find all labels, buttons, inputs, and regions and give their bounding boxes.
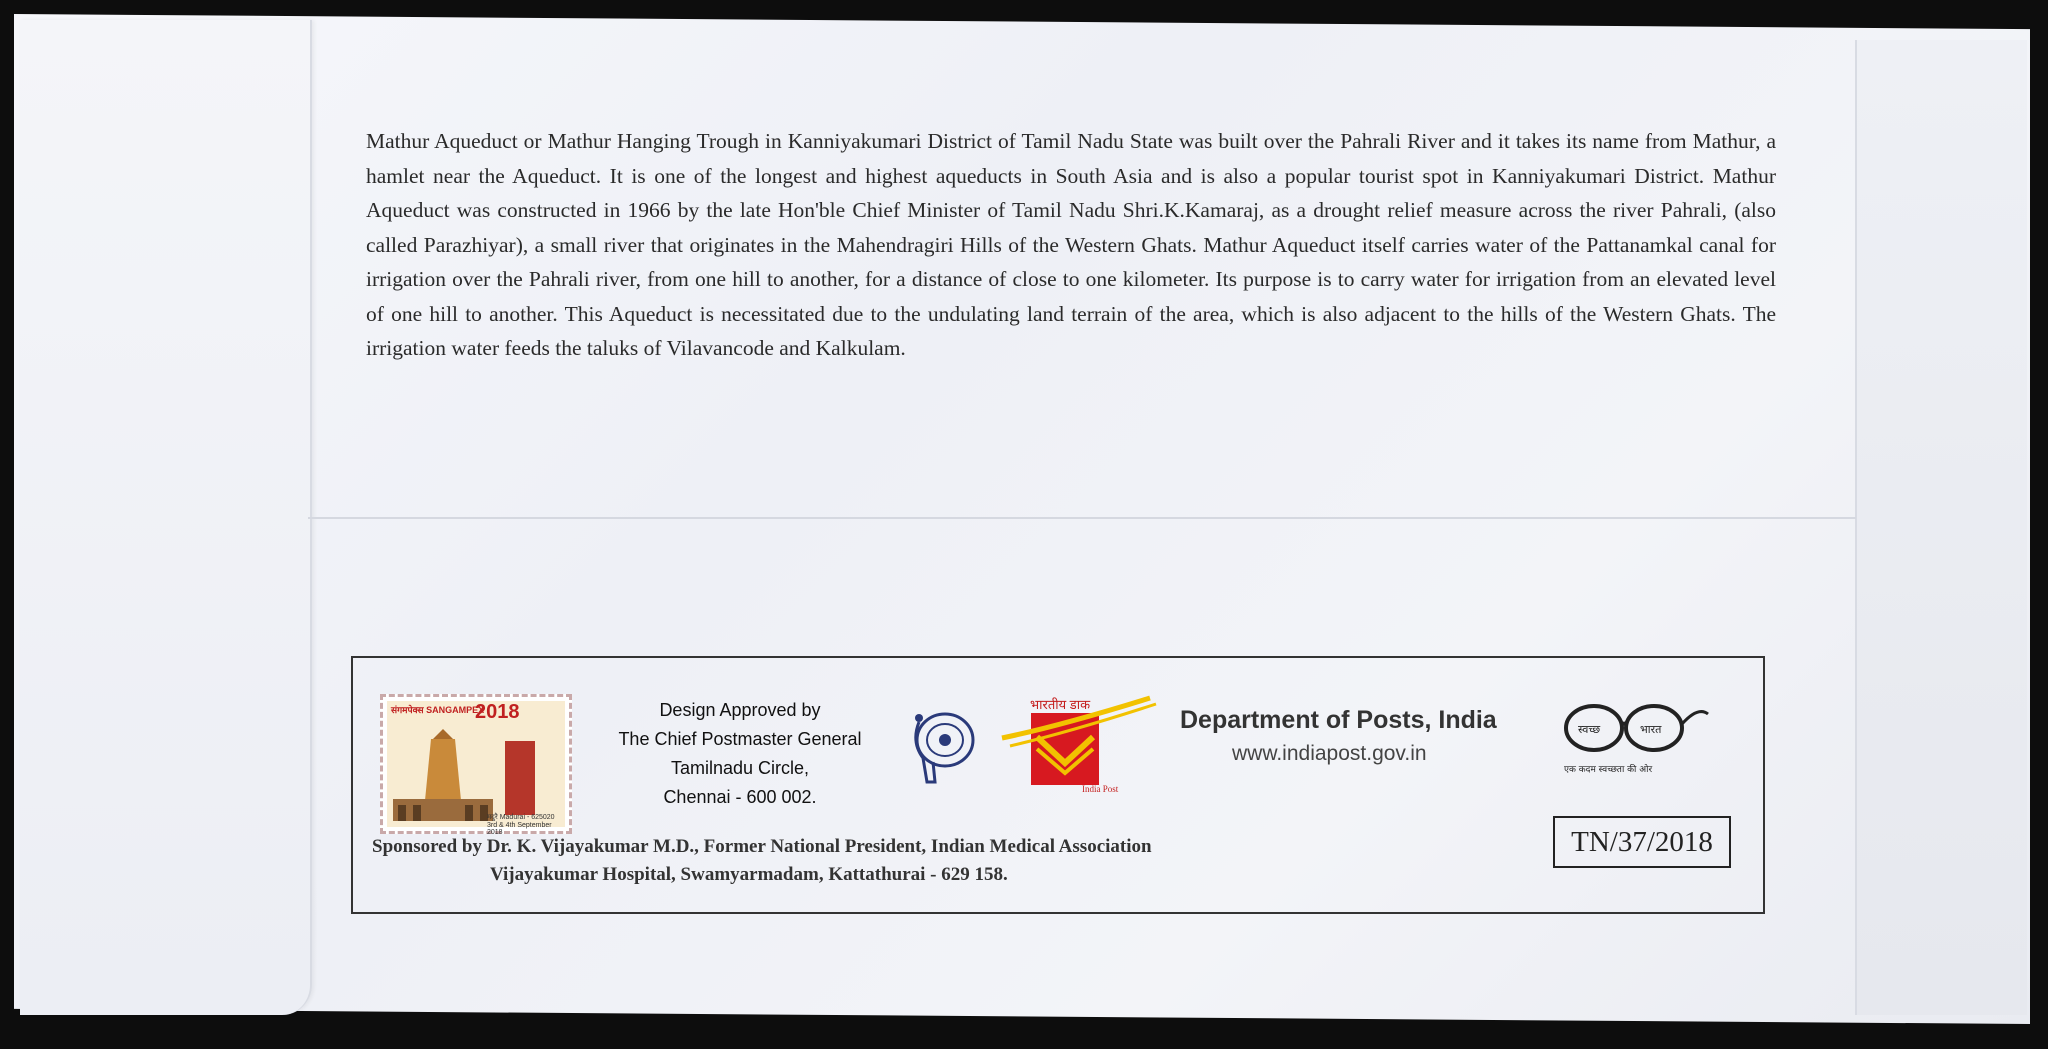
swachh-tagline: एक कदम स्वच्छता की ओर <box>1564 765 1653 775</box>
approval-line-3: Tamilnadu Circle, <box>670 758 810 778</box>
approval-line-1: Design Approved by <box>659 700 821 720</box>
approval-line-4: Chennai - 600 002. <box>663 787 817 807</box>
temple-tower-icon <box>393 729 493 821</box>
india-post-hindi: भारतीय डाक <box>1030 697 1091 712</box>
stamp-caption: मदुरै Madurai - 625020 3rd & 4th September 2018 <box>487 814 555 836</box>
department-name: Department of Posts, India <box>1180 706 1497 734</box>
stamp-title: संगमपेक्स SANGAMPEX <box>391 705 485 715</box>
sponsor-line-1: Sponsored by Dr. K. Vijayakumar M.D., Former National President, Indian Medical Association <box>372 836 1152 857</box>
peacock-logo-icon <box>905 702 975 788</box>
post-box-icon <box>505 741 535 815</box>
sangampex-stamp <box>380 694 572 834</box>
bharat-text: भारत <box>1640 723 1662 736</box>
sponsor-line-2: Vijayakumar Hospital, Swamyarmadam, Kattathurai - 629 158. <box>490 864 1008 885</box>
aqueduct-description: Mathur Aqueduct or Mathur Hanging Trough in Kanniyakumari District of Tamil Nadu State was built over the Pahrali River and it takes its name from Mathur, a hamlet near the Aqueduct. It is one of the longest and highest aqueducts in South Asia and is also a popular tourist spot in Kanniyakumari District. Mathur Aqueduct was constructed in 1966 by the late Hon'ble Chief Minister of Tamil Nadu Shri.K.Kamaraj, as a drought relief measure across the river Pahrali, (also called Parazhiyar), a small river that originates in the Mahendragiri Hills of the Western Ghats. Mathur Aqueduct itself carries water of the Pattanamkal canal for irrigation over the Pahrali river, from one hill to another, for a distance of close to one kilometer. Its purpose is to carry water for irrigation from an elevated level of one hill to another. This Aqueduct is necessitated due to the undulating land terrain of the area, which is also adjacent to the hills of the Western Ghats. The irrigation water feeds the taluks of Vilavancode and Kalkulam. <box>366 129 1776 360</box>
envelope-right-flap <box>1855 40 2027 1015</box>
envelope-left-flap <box>20 20 312 1015</box>
approval-line-2: The Chief Postmaster General <box>618 729 862 749</box>
india-post-swoosh-icon <box>1000 696 1160 756</box>
registration-number: TN/37/2018 <box>1553 816 1731 868</box>
swachh-text: स्वच्छ <box>1578 723 1601 736</box>
india-post-label: India Post <box>1082 784 1119 794</box>
envelope-fold-line <box>308 517 1856 519</box>
swachh-bharat-glasses-icon <box>1558 700 1710 780</box>
stamp-year: 2018 <box>475 701 520 723</box>
department-website: www.indiapost.gov.in <box>1232 742 1427 765</box>
stamp-artwork <box>387 701 565 836</box>
design-approval <box>610 696 870 812</box>
